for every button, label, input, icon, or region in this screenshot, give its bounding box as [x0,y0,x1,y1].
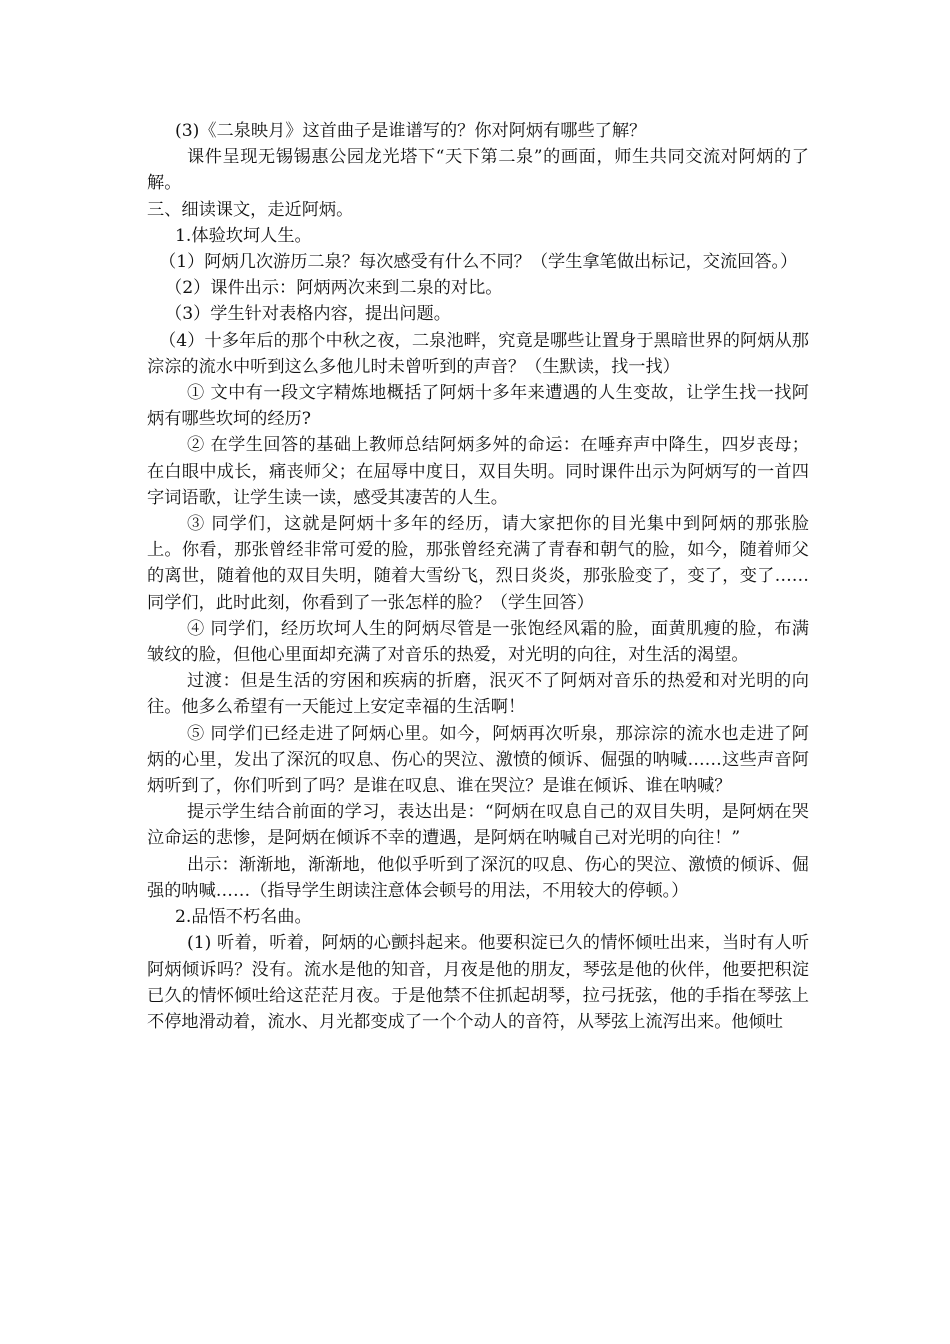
paragraph-question-3: (3)《二泉映月》这首曲子是谁谱写的？你对阿炳有哪些了解？ [175,121,647,141]
paragraph-step-3: （3）学生针对表格内容，提出问题。 [165,304,451,325]
paragraph-point-1: ① 文中有一段文字精炼地概括了阿炳十多年来遭遇的人生变故，让学生找一找阿炳有哪些坎坷的经历? [147,383,809,430]
paragraph-transition: 过渡：但是生活的穷困和疾病的折磨，泯灭不了阿炳对音乐的热爱和对光明的向往。他多么希望有一天能过上安定幸福的生活啊！ [147,671,809,718]
paragraph-display: 出示：渐渐地，渐渐地，他似乎听到了深沉的叹息、伤心的哭泣、激愤的倾诉、倔强的呐喊……（指导学生朗读注意体会顿号的用法，不用较大的停顿。） [147,854,809,901]
subheading-2: 2.品悟不朽名曲。 [175,907,312,928]
section-heading-3: 三、细读课文，走近阿炳。 [147,199,354,220]
paragraph-point-5: ⑤ 同学们已经走进了阿炳心里。如今，阿炳再次听泉，那淙淙的流水也走进了阿炳的心里，发出了深沉的叹息、伤心的哭泣、激愤的倾诉、倔强的呐喊……这些声音阿炳听到了，你们听到了吗？是谁在叹息、谁在哭泣？是谁在倾诉、谁在呐喊？ [147,723,809,797]
document-page [147,118,809,1035]
paragraph-step-4: （4）十多年后的那个中秋之夜，二泉池畔，究竟是哪些让置身于黑暗世界的阿炳从那淙淙的流水中听到这么多他儿时未曾听到的声音？（生默读，找一找） [147,330,809,377]
paragraph-step-2: （2）课件出示：阿炳两次来到二泉的对比。 [165,278,503,299]
paragraph-courseware-spring: 课件呈现无锡锡惠公园龙光塔下“天下第二泉”的画面，师生共同交流对阿炳的了解。 [147,147,809,194]
subheading-1: 1.体验坎坷人生。 [175,225,312,246]
paragraph-point-4: ④ 同学们，经历坎坷人生的阿炳尽管是一张饱经风霜的脸，面黄肌瘦的脸，布满皱纹的脸，但他心里面却充满了对音乐的热爱，对光明的向往，对生活的渴望。 [147,618,809,666]
paragraph-listening: (1) 听着，听着，阿炳的心颤抖起来。他要积淀已久的情怀倾吐出来，当时有人听阿炳倾诉吗？没有。流水是他的知音，月夜是他的朋友，琴弦是他的伙伴，他要把积淀已久的情怀倾吐给这茫茫月夜。于是他禁不住抓起胡琴，拉弓抚弦，他的手指在琴弦上不停地滑动着，流水、月光都变成了一个个动人的音符，从琴弦上流泻出来。他倾吐 [147,933,809,1032]
paragraph-prompt: 提示学生结合前面的学习，表达出是：“阿炳在叹息自己的双目失明，是阿炳在哭泣命运的悲惨，是阿炳在倾诉不幸的遭遇，是阿炳在呐喊自己对光明的向往！” [147,802,809,849]
paragraph-step-1: （1）阿炳几次游历二泉？每次感受有什么不同？（学生拿笔做出标记，交流回答。） [159,252,798,273]
paragraph-point-2: ② 在学生回答的基础上教师总结阿炳多舛的命运：在唾弃声中降生，四岁丧母；在白眼中成长，痛丧师父；在屈辱中度日，双目失明。同时课件出示为阿炳写的一首四字词语歌，让学生读一读，感受其凄苦的人生。 [147,435,809,508]
paragraph-point-3: ③ 同学们，这就是阿炳十多年的经历，请大家把你的目光集中到阿炳的那张脸上。你看，那张曾经非常可爱的脸，那张曾经充满了青春和朝气的脸，如今，随着师父的离世，随着他的双目失明，随着大雪纷飞，烈日炎炎，那张脸变了，变了，变了……同学们，此时此刻，你看到了一张怎样的脸？（学生回答） [147,514,809,613]
